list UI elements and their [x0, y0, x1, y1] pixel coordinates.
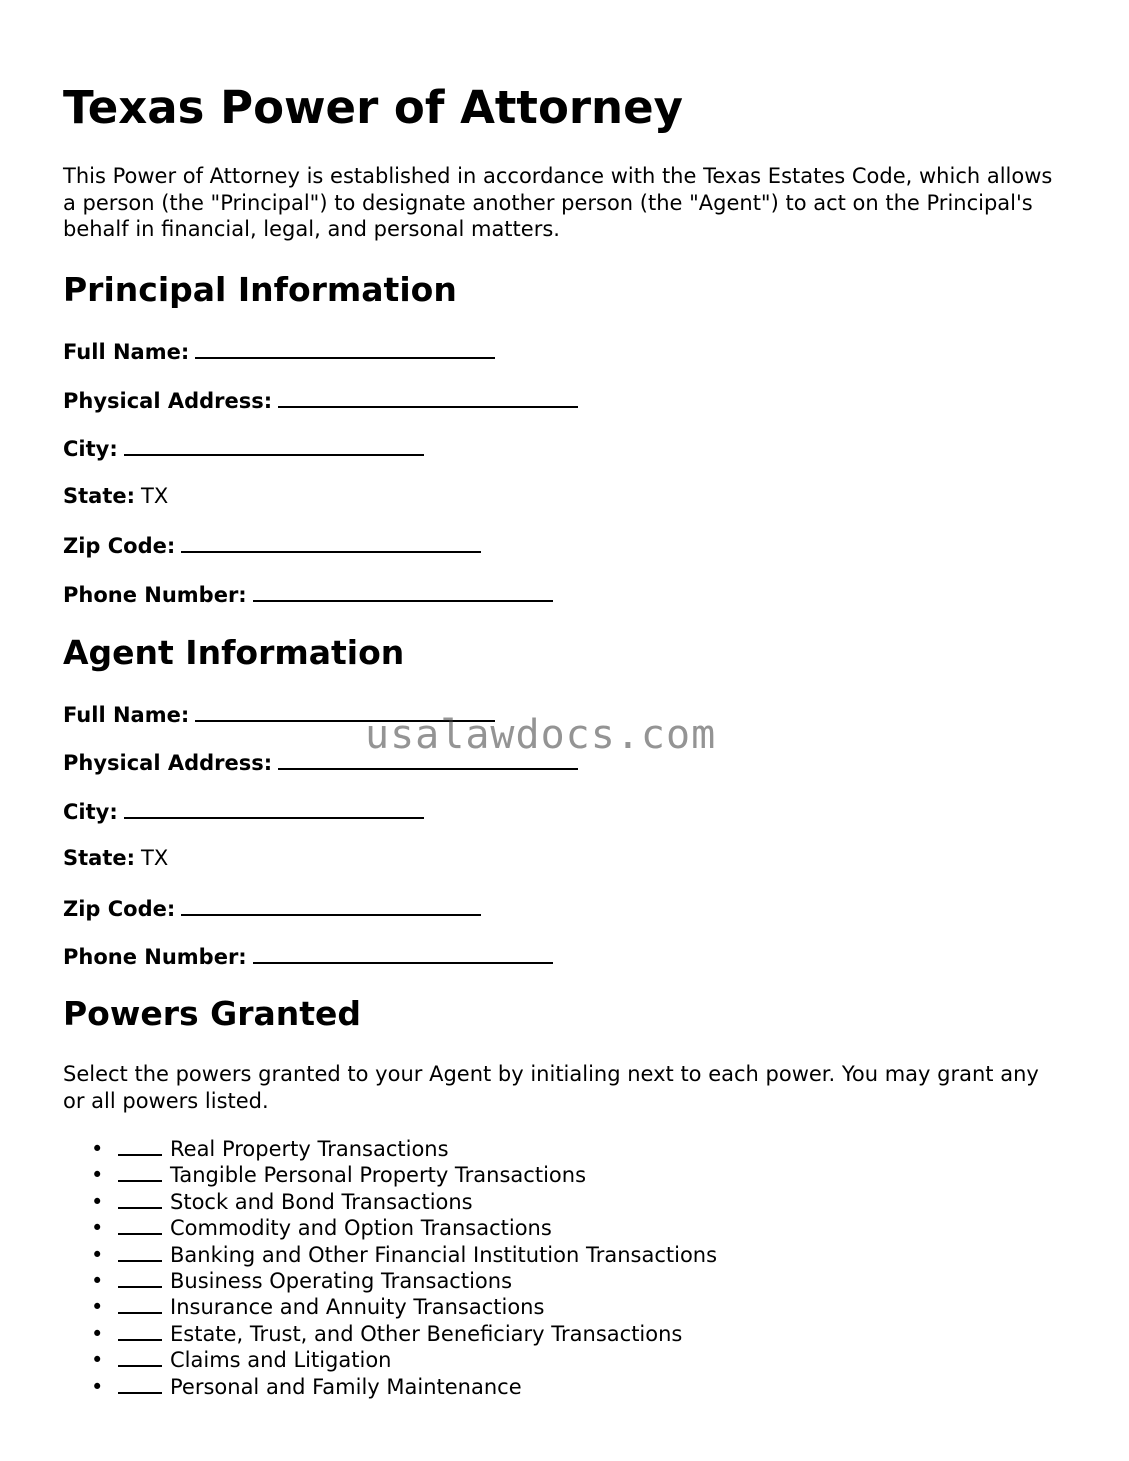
initial-blank[interactable]	[118, 1374, 162, 1394]
bullet-icon: •	[91, 1269, 104, 1294]
principal-heading: Principal Information	[63, 270, 457, 309]
powers-heading: Powers Granted	[63, 994, 362, 1033]
power-item-label: Banking and Other Financial Institution Transactions	[170, 1242, 718, 1267]
agent-heading: Agent Information	[63, 633, 405, 672]
bullet-icon: •	[91, 1163, 104, 1188]
bullet-icon: •	[91, 1374, 104, 1399]
bullet-icon: •	[91, 1321, 104, 1346]
power-item	[63, 1321, 717, 1347]
principal-address-label: Physical Address:	[63, 389, 273, 413]
initial-blank[interactable]	[118, 1268, 162, 1288]
power-item	[63, 1374, 717, 1400]
agent-city-label: City:	[63, 800, 118, 824]
power-item-label: Stock and Bond Transactions	[170, 1189, 473, 1214]
bullet-icon: •	[91, 1242, 104, 1267]
principal-city-blank[interactable]	[124, 434, 424, 456]
power-item	[63, 1242, 717, 1268]
principal-city-label: City:	[63, 437, 118, 461]
principal-state-value: TX	[141, 484, 169, 508]
bullet-icon: •	[91, 1348, 104, 1373]
bullet-icon: •	[91, 1216, 104, 1241]
principal-phone-blank[interactable]	[253, 580, 553, 602]
power-item-label: Personal and Family Maintenance	[170, 1374, 522, 1399]
agent-zip-blank[interactable]	[181, 894, 481, 916]
agent-phone-blank[interactable]	[253, 942, 553, 964]
principal-full-name-label: Full Name:	[63, 340, 190, 364]
agent-zip-field	[63, 894, 481, 922]
initial-blank[interactable]	[118, 1162, 162, 1182]
power-item	[63, 1215, 717, 1241]
initial-blank[interactable]	[118, 1189, 162, 1209]
principal-full-name-field	[63, 337, 495, 365]
agent-zip-label: Zip Code:	[63, 897, 176, 921]
initial-blank[interactable]	[118, 1215, 162, 1235]
page-title: Texas Power of Attorney	[63, 81, 683, 134]
power-item	[63, 1294, 717, 1320]
principal-zip-blank[interactable]	[181, 531, 481, 553]
power-item-label: Commodity and Option Transactions	[170, 1216, 552, 1241]
agent-phone-label: Phone Number:	[63, 945, 247, 969]
principal-zip-label: Zip Code:	[63, 534, 176, 558]
principal-phone-label: Phone Number:	[63, 583, 247, 607]
agent-city-field	[63, 797, 424, 825]
power-item	[63, 1189, 717, 1215]
powers-list	[63, 1136, 717, 1400]
principal-address-blank[interactable]	[278, 386, 578, 408]
power-item	[63, 1268, 717, 1294]
principal-state-label: State:	[63, 484, 136, 508]
principal-full-name-blank[interactable]	[195, 337, 495, 359]
principal-address-field	[63, 386, 578, 414]
power-item	[63, 1136, 717, 1162]
agent-state-value: TX	[141, 846, 169, 870]
initial-blank[interactable]	[118, 1294, 162, 1314]
power-item-label: Real Property Transactions	[170, 1137, 449, 1161]
bullet-icon: •	[91, 1295, 104, 1320]
powers-description: Select the powers granted to your Agent by initialing next to each power. You may grant any or all powers listed.	[63, 1062, 1039, 1113]
bullet-icon: •	[91, 1137, 104, 1161]
power-item-label: Tangible Personal Property Transactions	[170, 1163, 587, 1188]
initial-blank[interactable]	[118, 1136, 162, 1156]
power-item-label: Business Operating Transactions	[170, 1269, 513, 1294]
power-item-label: Estate, Trust, and Other Beneficiary Transactions	[170, 1321, 683, 1346]
initial-blank[interactable]	[118, 1242, 162, 1262]
principal-phone-field	[63, 580, 553, 608]
principal-city-field	[63, 434, 424, 462]
power-item	[63, 1162, 717, 1188]
agent-full-name-label: Full Name:	[63, 703, 190, 727]
power-item-label: Insurance and Annuity Transactions	[170, 1295, 545, 1320]
principal-state-field	[63, 483, 168, 509]
power-item	[63, 1347, 717, 1373]
agent-city-blank[interactable]	[124, 797, 424, 819]
initial-blank[interactable]	[118, 1347, 162, 1367]
watermark: usalawdocs.com	[365, 712, 717, 758]
intro-paragraph: This Power of Attorney is established in accordance with the Texas Estates Code, which allows a person (the "Principal") to designate another person (the "Agent") to act on the Principal's behalf in financial, legal, and personal matters.	[63, 164, 1053, 241]
agent-address-label: Physical Address:	[63, 751, 273, 775]
agent-phone-field	[63, 942, 553, 970]
bullet-icon: •	[91, 1189, 104, 1214]
agent-state-label: State:	[63, 846, 136, 870]
principal-zip-field	[63, 531, 481, 559]
power-item-label: Claims and Litigation	[170, 1348, 392, 1373]
initial-blank[interactable]	[118, 1321, 162, 1341]
agent-state-field	[63, 845, 168, 871]
